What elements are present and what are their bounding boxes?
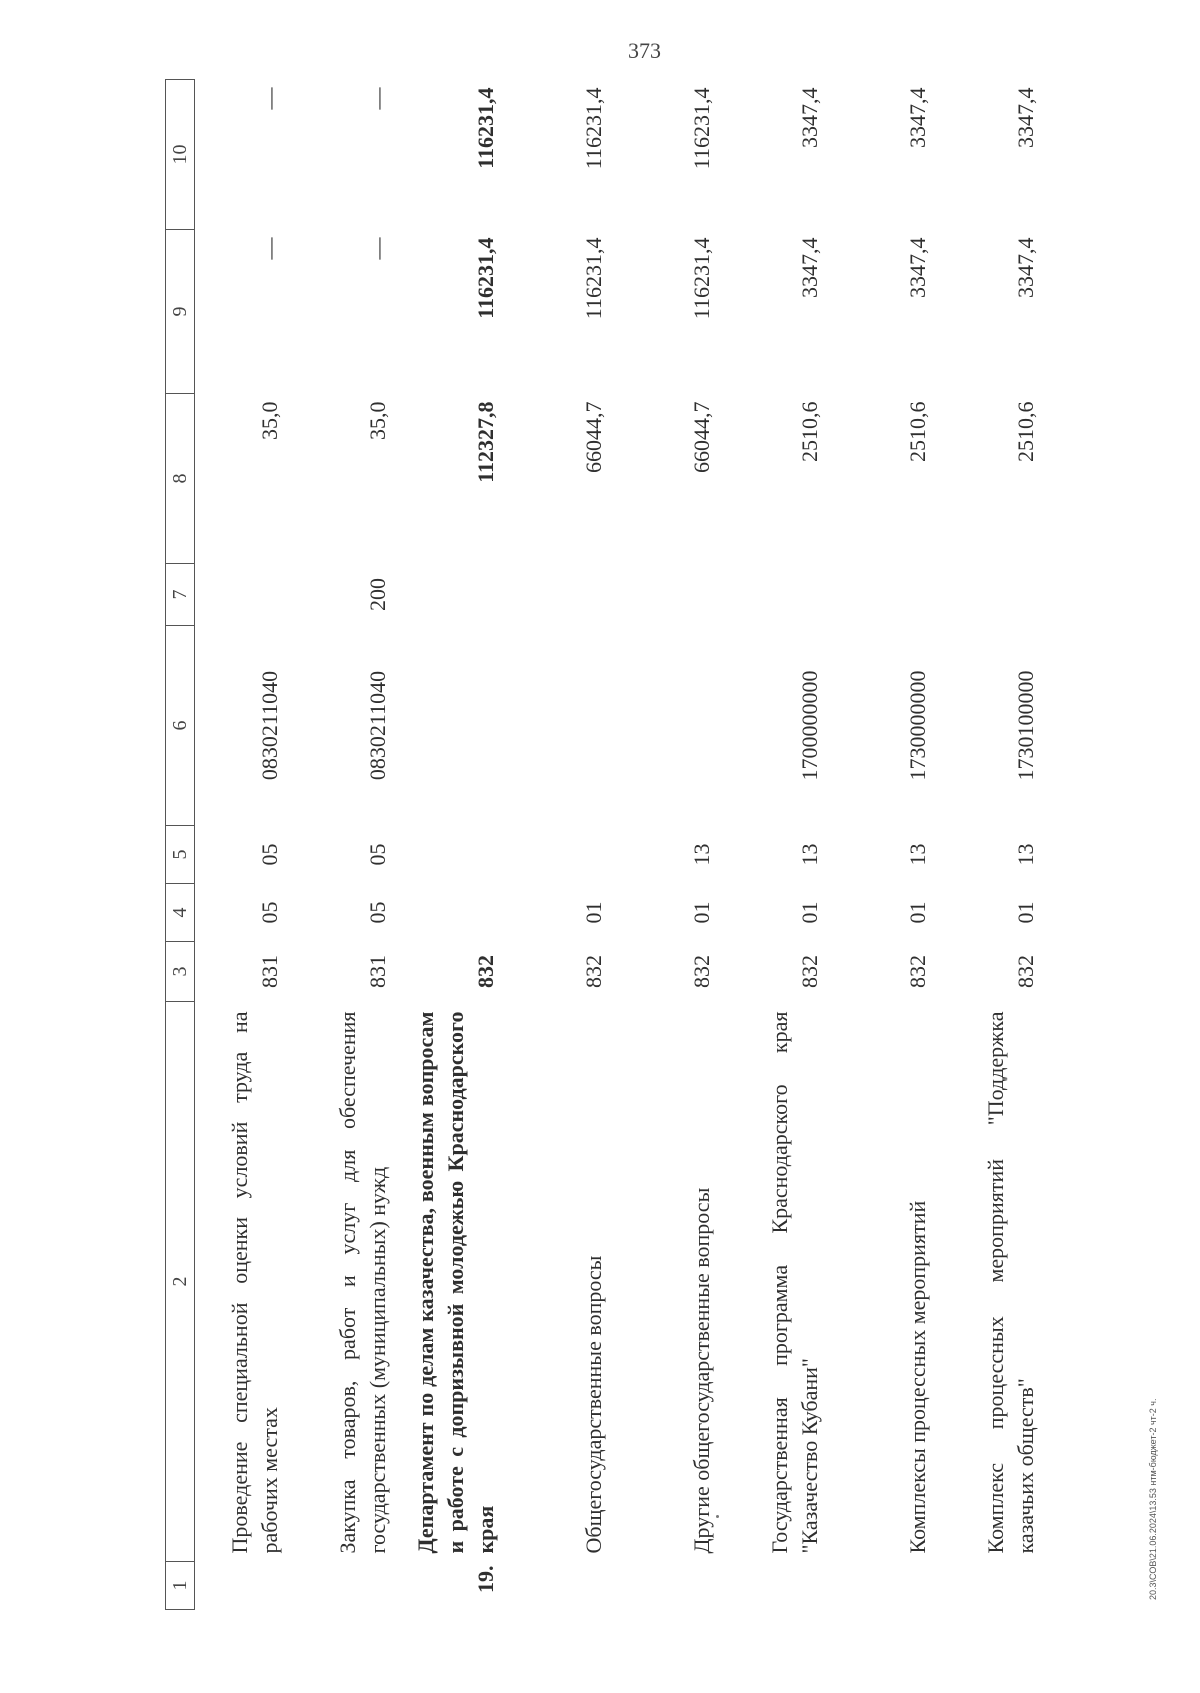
row-number (285, 1562, 393, 1610)
row-name: Департамент по делам казачества, военным вопросам и работе с допризывной молодежью Краснодарского края (413, 1011, 498, 1554)
row-grbs: 832 (1013, 955, 1038, 988)
row-value-9: 3347,4 (1013, 237, 1038, 298)
page-number: 373 (628, 38, 661, 63)
row-rz: 05 (365, 901, 390, 924)
row-rz: 01 (797, 901, 822, 924)
row-name: Государственная программа Краснодарского края "Казачество Кубани" (767, 1011, 822, 1554)
row-grbs: 831 (365, 955, 390, 988)
row-number (933, 1562, 1041, 1610)
row-value-9: 3347,4 (905, 237, 930, 298)
row-grbs: 832 (689, 955, 714, 988)
row-name: Закупка товаров, работ и услуг для обеспечения государственных (муниципальных) нужд (335, 1011, 390, 1554)
row-grbs: 832 (473, 955, 498, 988)
row-name: Другие общегосударственные вопросы (689, 1187, 714, 1554)
row-rz: 01 (689, 901, 714, 924)
row-value-8: 2510,6 (797, 401, 822, 462)
row-value-8: 66044,7 (689, 401, 714, 473)
scan-dot-mark (716, 1515, 719, 1518)
row-vr: 200 (365, 578, 390, 611)
row-vr (933, 564, 1041, 626)
header-col-8: 8 (166, 394, 195, 564)
row-rz: 05 (257, 901, 282, 924)
row-number: 19. (473, 1565, 498, 1593)
budget-table (165, 79, 1041, 1610)
row-value-8: 66044,7 (581, 401, 606, 473)
row-csr: 1700000000 (797, 670, 822, 781)
row-number (195, 1562, 286, 1610)
row-value-10: 3347,4 (905, 87, 930, 148)
header-col-1: 1 (166, 1562, 195, 1610)
table-row (393, 80, 501, 1610)
row-pr (393, 826, 501, 884)
header-col-9: 9 (166, 230, 195, 394)
header-col-4: 4 (166, 884, 195, 942)
table-row (609, 80, 717, 1610)
header-col-2: 2 (166, 1002, 195, 1562)
row-grbs: 832 (797, 955, 822, 988)
table-row (825, 80, 933, 1610)
header-col-6: 6 (166, 626, 195, 826)
row-value-9: 116231,4 (581, 237, 606, 320)
row-value-8: 112327,8 (473, 401, 498, 483)
row-name: Общегосударственные вопросы (581, 1255, 606, 1554)
row-value-8: 2510,6 (1013, 401, 1038, 462)
header-col-3: 3 (166, 942, 195, 1002)
row-vr (609, 564, 717, 626)
footer-file-code: 20.3\СОВ\21.06.2024\13.53 нтм-бюджет-2 чт-2 ч. (1148, 1398, 1158, 1600)
row-rz (393, 884, 501, 942)
table-body (195, 80, 1042, 1610)
row-pr (501, 826, 609, 884)
row-number (717, 1562, 825, 1610)
row-grbs: 831 (257, 955, 282, 988)
row-value-9: 3347,4 (797, 237, 822, 298)
table-row (933, 80, 1041, 1610)
row-name: Комплексы процессных мероприятий (905, 1200, 930, 1554)
row-pr: 13 (689, 843, 714, 866)
row-pr: 13 (905, 843, 930, 866)
header-col-10: 10 (166, 80, 195, 230)
row-vr (501, 564, 609, 626)
row-csr: 1730100000 (1013, 670, 1038, 781)
row-value-10: 3347,4 (797, 87, 822, 148)
row-vr (195, 564, 286, 626)
row-value-9: 116231,4 (473, 237, 498, 319)
row-value-10: 3347,4 (1013, 87, 1038, 148)
row-pr: 05 (365, 843, 390, 866)
row-value-10: 116231,4 (473, 87, 498, 169)
row-rz: 01 (1013, 901, 1038, 924)
table-row (195, 80, 286, 1610)
row-rz: 01 (905, 901, 930, 924)
row-name: Комплекс процессных мероприятий "Поддержка казачьих обществ" (983, 1011, 1038, 1554)
row-csr (393, 626, 501, 826)
row-csr (609, 626, 717, 826)
row-value-8: 35,0 (365, 401, 390, 440)
row-vr (393, 564, 501, 626)
table-header (166, 80, 195, 1610)
row-name: Проведение специальной оценки условий труда на рабочих местах (227, 1011, 282, 1554)
row-number (825, 1562, 933, 1610)
row-value-9: 116231,4 (689, 237, 714, 320)
row-grbs: 832 (905, 955, 930, 988)
rotated-table-container (165, 80, 1095, 1610)
header-row (166, 80, 195, 1610)
row-value-8: 2510,6 (905, 401, 930, 462)
row-value-9: — (257, 237, 282, 260)
row-number (501, 1562, 609, 1610)
row-rz: 01 (581, 901, 606, 924)
row-value-8: 35,0 (257, 401, 282, 440)
row-pr: 13 (1013, 843, 1038, 866)
row-csr: 0830211040 (365, 670, 390, 781)
table-row (501, 80, 609, 1610)
row-value-10: — (257, 87, 282, 110)
row-number (609, 1562, 717, 1610)
row-value-10: 116231,4 (581, 87, 606, 170)
header-col-5: 5 (166, 826, 195, 884)
row-pr: 13 (797, 843, 822, 866)
row-value-10: 116231,4 (689, 87, 714, 170)
row-csr (501, 626, 609, 826)
row-csr: 1730000000 (905, 670, 930, 781)
row-value-10: — (365, 87, 390, 110)
row-csr: 0830211040 (257, 670, 282, 781)
header-col-7: 7 (166, 564, 195, 626)
table-row (285, 80, 393, 1610)
row-vr (717, 564, 825, 626)
row-grbs: 832 (581, 955, 606, 988)
table-row (717, 80, 825, 1610)
row-pr: 05 (257, 843, 282, 866)
row-value-9: — (365, 237, 390, 260)
row-vr (825, 564, 933, 626)
